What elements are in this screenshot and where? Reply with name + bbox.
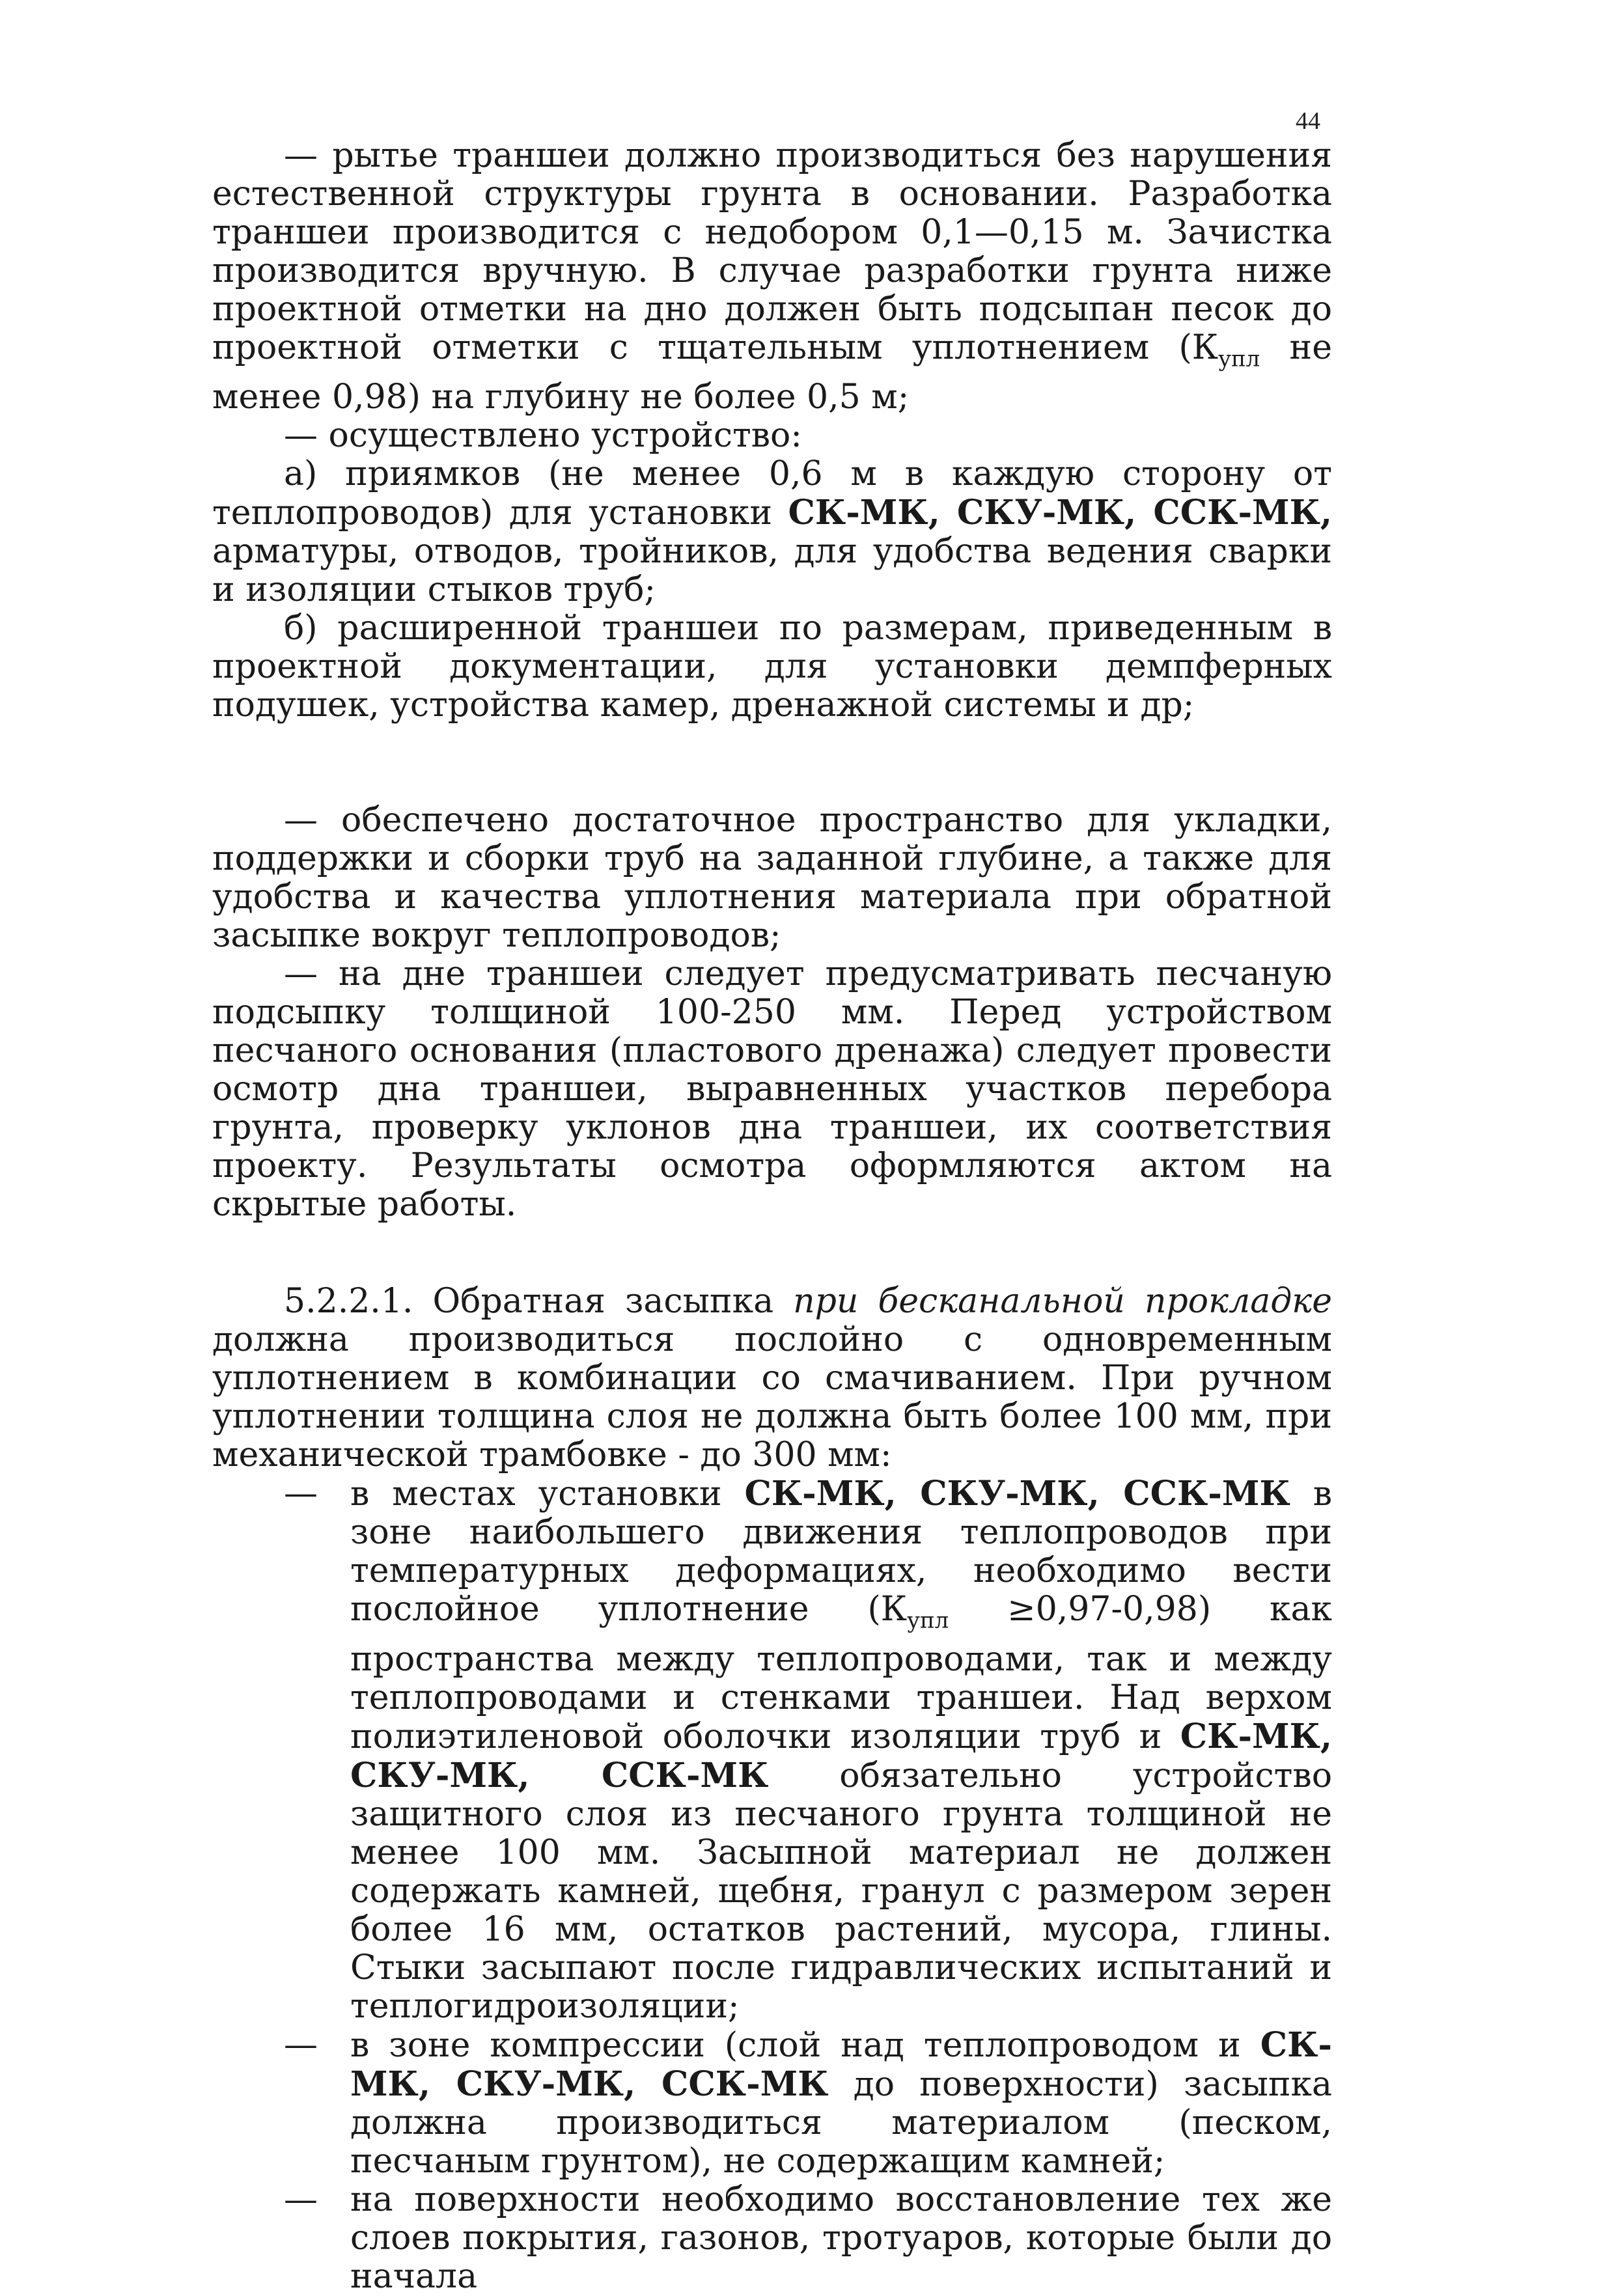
paragraph-item-a: а) приямков (не менее 0,6 м в каждую сторону от теплопроводов) для установки СК-МК, СКУ-МК, ССК-МК, арматуры, отводов, тройников, для удобства ведения сварки и изоляции стыков труб; <box>212 454 1332 610</box>
bullet-item-compression-zone: — в зоне компрессии (слой над теплопроводом и СК-МК, СКУ-МК, ССК-МК до поверхности) засыпка должна производиться материалом (песком, песчаным грунтом), не содержащим камней; <box>212 2026 1332 2181</box>
dash-marker: — <box>284 2179 318 2219</box>
dash-marker: — <box>284 1474 318 1514</box>
bullet-item-installation-places: — в местах установки СК-МК, СКУ-МК, ССК-МК в зоне наибольшего движения теплопроводов при температурных деформациях, необходимо вести послойное уплотнение $(К_{упл} \ge 0,97-0,98)$ как пространства между теплопроводами, так и между теплопроводами и стенками траншеи. Над верхом полиэтиленовой оболочки изоляции труб и СК-МК, СКУ-МК, ССК-МК обязательно устройство защитного слоя из песчаного грунта толщиной не менее 100 мм. Засыпной материал не должен содержать камней, щебня, гранул с размером зерен более 16 мм, остатков растений, мусора, глины. Стыки засыпают после гидравлических испытаний и теплогидроизоляции; <box>212 1474 1332 2025</box>
spacer <box>212 1224 1332 1282</box>
paragraph-item-b: б) расширенной траншеи по размерам, приведенным в проектной документации, для установки демпферных подушек, устройства камер, дренажной системы и др; <box>212 609 1332 725</box>
paragraph-sand-bedding: — на дне траншеи следует предусматривать песчаную подсыпку толщиной 100-250 мм. Перед устройством песчаного основания (пластового дренажа) следует провести осмотр дна траншеи, выравненных участков перебора грунта, проверку уклонов дна траншеи, их соответствия проекту. Результаты осмотра оформляются актом на скрытые работы. <box>212 954 1332 1224</box>
document-body <box>212 137 1332 2296</box>
dash-marker: — <box>284 2025 318 2064</box>
paragraph-space-provided: — обеспечено достаточное пространство для укладки, поддержки и сборки труб на заданной глубине, а также для удобства и качества уплотнения материала при обратной засыпке вокруг теплопроводов; <box>212 801 1332 956</box>
page-number: 44 <box>1296 107 1320 135</box>
spacer <box>212 725 1332 801</box>
paragraph-arrangement: — осуществлено устройство: <box>284 416 802 456</box>
paragraph-trench-digging: — рытье траншеи должно производиться без нарушения естественной структуры грунта в основании. Разработка траншеи производится с недобором 0,1—0,15 м. Зачистка производится вручную. В случае разработки грунта ниже проектной отметки на дно должен быть подсыпан песок до проектной отметки с тщательным уплотнением ($К_{упл}$ не менее 0,98) на глубину не более 0,5 м; <box>212 136 1332 417</box>
paragraph-5-2-2-1: 5.2.2.1. Обратная засыпка при бесканальной прокладке должна производиться послойно с одновременным уплотнением в комбинации со смачиванием. При ручном уплотнении толщина слоя не должна быть более 100 мм, при механической трамбовке - до 300 мм: <box>212 1282 1332 1475</box>
bullet-item-surface-restoration: — на поверхности необходимо восстановление тех же слоев покрытия, газонов, тротуаров, которые были до начала <box>212 2181 1332 2296</box>
